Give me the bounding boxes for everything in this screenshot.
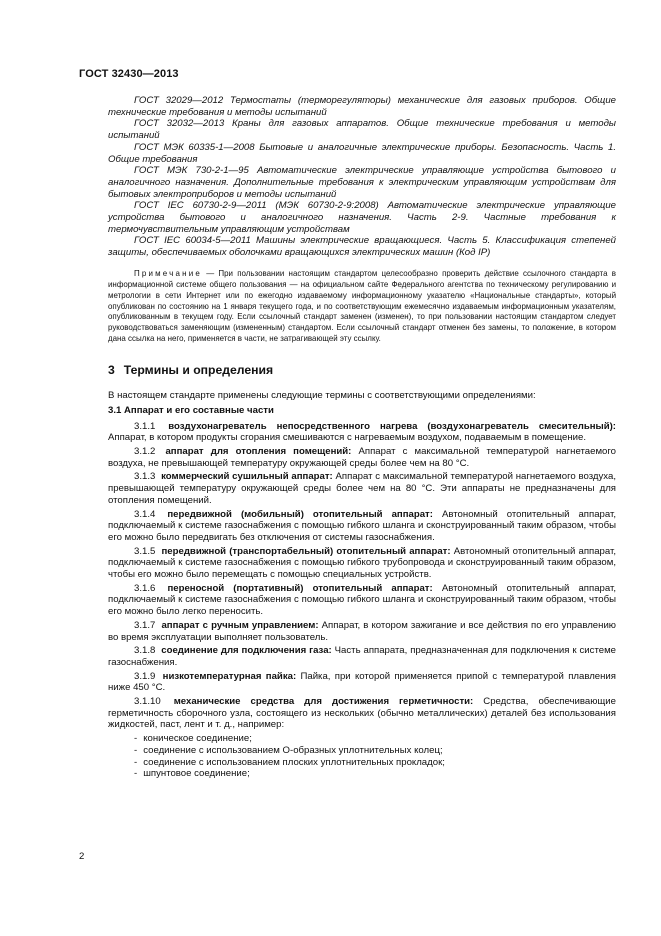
term-entry [108, 509, 616, 544]
term-entry [108, 546, 616, 581]
term-name: переносной (портативный) отопительный аппарат: [167, 582, 433, 594]
document-code-header: ГОСТ 32430—2013 [79, 68, 179, 80]
reference-item: ГОСТ 32029—2012 Термостаты (терморегуляторы) механические для газовых приборов. Общие технические требования и методы испытаний [108, 95, 616, 118]
term-definition: Автономный отопительный аппарат, подключаемый к системе газоснабжения с помощью гибкого шланга и сконструированный таким образом, чтобы его можно было передвигать без отключения от системы газоснабжения. [108, 508, 616, 543]
page-number: 2 [79, 851, 85, 862]
reference-item: ГОСТ МЭК 60335-1—2008 Бытовые и аналогичные электрические приборы. Безопасность. Часть 1. Общие требования [108, 141, 616, 165]
term-definition: Аппарат, в котором продукты сгорания смешиваются с нагреваемым воздухом, подаваемым в помещение. [108, 432, 587, 444]
term-definition: Аппарат, в котором зажигание и все действия по его управлению во время эксплуатации выполняет пользователь. [108, 619, 616, 643]
term-name: воздухонагреватель непосредственного нагрева (воздухонагреватель смесительный): [168, 420, 616, 432]
section-intro: В настоящем стандарте применены следующие термины с соответствующими определениями: [108, 390, 536, 402]
section-number: 3 [108, 363, 115, 378]
list-item-text: коническое соединение; [143, 733, 252, 745]
term-name: механические средства для достижения герметичности: [173, 696, 474, 708]
term-definition: Автономный отопительный аппарат, подключаемый к системе газоснабжения с помощью гибкого шланга и сконструированный таким образом, чтобы его можно было легко переносить. [108, 582, 616, 618]
term-name: аппарат с ручным управлением: [161, 619, 319, 631]
note-text: — При пользовании настоящим стандартом целесообразно проверить действие ссылочного стандарта в информационной системе общего пользования — на официальном сайте Федерального агентства по техническому регулированию и метрологии в сети Интернет или по ежегодно издаваемому информационному указателю «Национальные стандарты», который опубликован по состоянию на 1 января текущего года, и по соответствующим ежемесячно издаваемым информационным указателям, опубликованным в текущем году. Если ссылочный стандарт заменен (изменен), то при пользовании настоящим стандартом следует руководствоваться заменяющим (измененным) стандартом. Если ссылочный стандарт отменен без замены, то положение, в котором дана ссылка на него, применяется в части, не затрагивающей эту ссылку. [108, 268, 616, 344]
term-number: 3.1.1 [134, 420, 156, 432]
term-number: 3.1.10 [134, 696, 161, 708]
section-title: Термины и определения [123, 363, 274, 378]
list-item [134, 745, 616, 757]
term-entry [108, 471, 616, 506]
page-content [108, 95, 616, 780]
example-list [108, 733, 616, 780]
term-entry [108, 645, 616, 668]
term-name: аппарат для отопления помещений: [165, 446, 352, 457]
normative-references [108, 95, 616, 259]
list-item-text: соединение с использованием О-образных уплотнительных колец; [143, 744, 443, 756]
list-item-text: шпунтовое соединение; [143, 768, 250, 780]
term-definition: Часть аппарата, предназначенная для подключения к системе газоснабжения. [108, 645, 616, 668]
term-number: 3.1.4 [134, 508, 156, 520]
term-number: 3.1.9 [134, 670, 156, 682]
term-definition: Средства, обеспечивающие герметичность сборочного узла, состоящего из нескольких (обычно металлических) деталей без использования жидкостей, паст, лент и т. д., например: [108, 696, 616, 731]
section-heading [108, 363, 616, 378]
term-entry [108, 446, 616, 469]
note-block [108, 269, 616, 345]
term-name: низкотемпературная пайка: [162, 670, 297, 682]
reference-item: ГОСТ 32032—2013 Краны для газовых аппаратов. Общие технические требования и методы испытаний [108, 118, 616, 142]
term-entry [108, 696, 616, 731]
term-entry [108, 671, 616, 694]
term-definition: Пайка, при которой применяется припой с температурой плавления ниже 450 °С. [108, 670, 616, 694]
list-dash: - [134, 744, 138, 756]
list-dash: - [134, 733, 138, 745]
term-name: передвижной (мобильный) отопительный аппарат: [167, 508, 433, 520]
term-definition: Аппарат с максимальной температурой нагнетаемого воздуха, превышающей температуру окружающей среды более чем на 80 °С. Эти аппараты не предназначены для отопления помещений. [108, 471, 616, 506]
list-dash: - [134, 768, 138, 780]
term-name: передвижной (транспортабельный) отопительный аппарат: [161, 545, 451, 557]
list-item [134, 757, 616, 769]
term-name: коммерческий сушильный аппарат: [161, 471, 333, 483]
term-number: 3.1.5 [134, 545, 156, 557]
term-entry [108, 583, 616, 618]
term-definition: Аппарат с максимальной температурой нагнетаемого воздуха, не превышающей температуру окружающей среды более чем на 80 °С. [108, 446, 617, 469]
subsection-heading: 3.1 Аппарат и его составные части [108, 404, 274, 416]
term-number: 3.1.7 [134, 619, 156, 631]
term-name: соединение для подключения газа: [161, 645, 332, 657]
reference-item: ГОСТ IEC 60730-2-9—2011 (МЭК 60730-2-9:2008) Автоматические электрические управляющие устройства бытового и аналогичного назначения. Часть 2-9. Частные требования к термочувствительным управляющим устройствам [108, 200, 616, 235]
term-definition: Автономный отопительный аппарат, подключаемый к системе газоснабжения с помощью гибкого трубопровода и сконструированный таким образом, чтобы его можно было перемещать с помощью специальных устройств. [108, 545, 617, 581]
list-dash: - [134, 756, 138, 768]
term-number: 3.1.2 [134, 446, 156, 457]
term-entry [108, 620, 616, 643]
reference-item: ГОСТ IEC 60034-5—2011 Машины электрические вращающиеся. Часть 5. Классификация степеней защиты, обеспечиваемых оболочками вращающихся электрических машин (Код IP) [108, 235, 616, 259]
term-definitions [108, 421, 616, 732]
term-number: 3.1.3 [134, 471, 156, 483]
list-item [134, 768, 616, 780]
term-number: 3.1.6 [134, 582, 156, 594]
note-label: Примечание [134, 268, 202, 278]
list-item-text: соединение с использованием плоских уплотнительных прокладок; [143, 756, 445, 768]
list-item [134, 733, 616, 745]
term-number: 3.1.8 [134, 645, 156, 657]
reference-item: ГОСТ МЭК 730-2-1—95 Автоматические электрические управляющие устройства бытового и аналогичного назначения. Дополнительные требования к электрическим управляющим устройствам для бытовых электроприборов и методы испытаний [108, 165, 616, 200]
term-entry [108, 421, 616, 444]
